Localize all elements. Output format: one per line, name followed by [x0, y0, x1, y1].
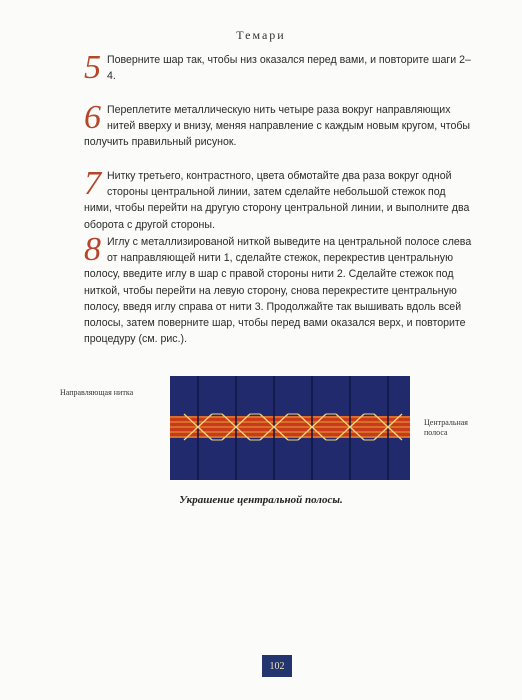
- step-6: [84, 99, 474, 151]
- figure-caption: Украшение центральной полосы.: [179, 494, 343, 506]
- step-7: [84, 165, 474, 233]
- band-illustration: [170, 376, 410, 480]
- central-band-label: Центральная полоса: [424, 418, 468, 437]
- step-number: 5: [84, 49, 101, 86]
- step-text: Нитку третьего, контрастного, цвета обмотайте два раза вокруг одной стороны центральной линии, затем сделайте небольшой стежок под ними, чтобы перейти на другую сторону центральной линии, и выполните два оборота с другой стороны.: [84, 170, 470, 231]
- step-text: Переплетите металлическую нить четыре раза вокруг направляющих нитей вверху и внизу, меняя направление с каждым новым кругом, чтобы получить правильный рисунок.: [84, 104, 471, 149]
- step-number: 6: [84, 99, 101, 136]
- step-number: 7: [84, 165, 101, 202]
- guide-thread-label: Направляющая нитка: [60, 388, 134, 397]
- step-text: Иглу с металлизированой ниткой выведите на центральной полосе слева от направляющей нити 1, сделайте стежок, перекрестив центральную полосу, введите иглу в шар с правой стороны нити 2. Сделайте стежок под ниткой, чтобы перейти на левую сторону, снова перекрестите центральную полосу, введя иглу справа от нити 3. Продолжайте так вышивать вдоль всей полосы, затем поверните шар, чтобы перед вами оказался верх, и повторите процедуру (см. рис.).: [84, 236, 472, 346]
- page-header: Темари: [236, 28, 286, 42]
- step-5: [84, 49, 474, 86]
- step-text: Поверните шар так, чтобы низ оказался перед вами, и повторите шаги 2–4.: [107, 54, 471, 83]
- page-number: 102: [269, 660, 285, 672]
- page-number-badge: [262, 655, 292, 677]
- step-number: 8: [84, 231, 101, 268]
- embroidery-figure: [60, 376, 480, 476]
- step-8: [84, 231, 474, 347]
